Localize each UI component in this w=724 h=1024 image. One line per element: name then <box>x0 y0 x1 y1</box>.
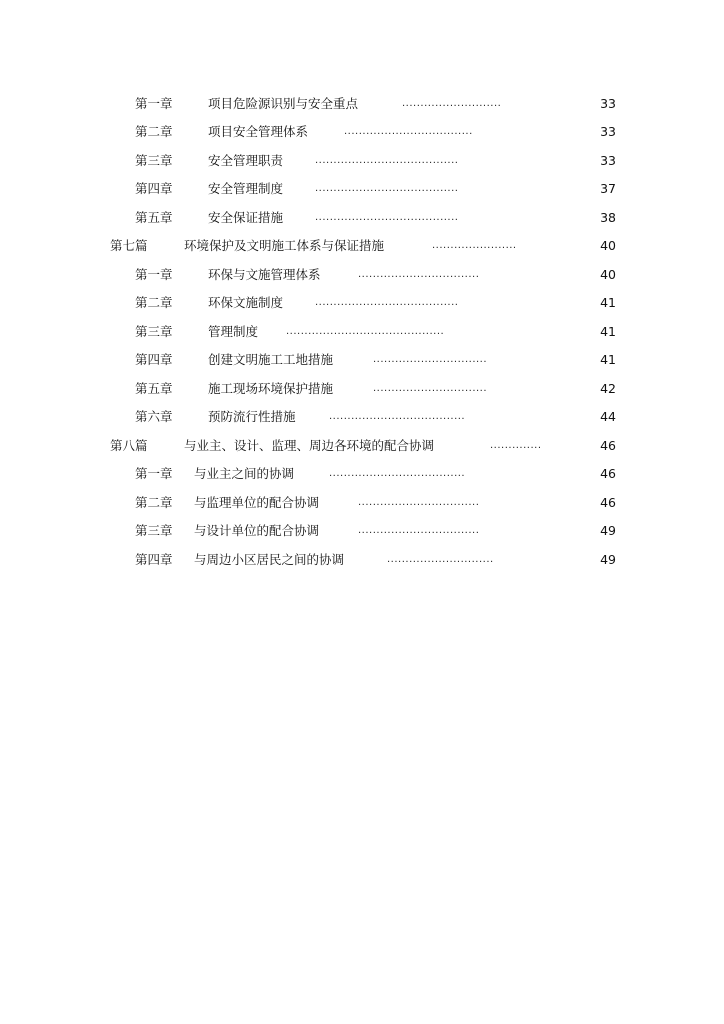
toc-entry-page: 49 <box>600 523 616 538</box>
toc-entry-label: 第六章 <box>135 409 173 424</box>
toc-part-entry <box>0 436 724 456</box>
toc-entry <box>0 322 724 342</box>
toc-entry-page: 44 <box>600 409 616 424</box>
toc-entry-page: 33 <box>600 153 616 168</box>
toc-entry <box>0 407 724 427</box>
toc-entry-leader: ....................... <box>432 240 517 251</box>
toc-entry <box>0 350 724 370</box>
toc-entry-title: 与周边小区居民之间的协调 <box>194 552 345 567</box>
toc-entry-leader: ............................... <box>373 354 488 365</box>
toc-entry-leader: ..................................... <box>329 411 466 422</box>
toc-entry-title: 项目安全管理体系 <box>208 124 309 139</box>
toc-entry-leader: .............. <box>490 440 542 451</box>
toc-entry-leader: ............................... <box>373 383 488 394</box>
toc-entry-label: 第五章 <box>135 381 173 396</box>
toc-entry-page: 46 <box>600 495 616 510</box>
toc-entry-page: 42 <box>600 381 616 396</box>
toc-entry-page: 40 <box>600 267 616 282</box>
toc-entry-title: 创建文明施工工地措施 <box>208 352 334 367</box>
toc-entry-leader: ................................. <box>358 525 480 536</box>
toc-entry-label: 第一章 <box>135 96 173 111</box>
toc-entry-page: 49 <box>600 552 616 567</box>
toc-entry <box>0 151 724 171</box>
toc-part-entry <box>0 236 724 256</box>
toc-entry-title: 与设计单位的配合协调 <box>194 523 320 538</box>
toc-entry-title: 管理制度 <box>208 324 259 339</box>
toc-entry-title: 环境保护及文明施工体系与保证措施 <box>184 238 385 253</box>
toc-entry-leader: ............................. <box>387 554 494 565</box>
toc-entry-leader: ....................................... <box>315 212 459 223</box>
toc-entry <box>0 94 724 114</box>
toc-entry <box>0 464 724 484</box>
toc-entry-page: 41 <box>600 324 616 339</box>
toc-entry-title: 安全保证措施 <box>208 210 284 225</box>
toc-entry-title: 与业主之间的协调 <box>194 466 295 481</box>
toc-entry-title: 与监理单位的配合协调 <box>194 495 320 510</box>
toc-entry-leader: ........................................... <box>286 326 445 337</box>
toc-entry-label: 第四章 <box>135 352 173 367</box>
toc-entry-title: 项目危险源识别与安全重点 <box>208 96 359 111</box>
toc-entry-label: 第二章 <box>135 124 173 139</box>
toc-entry-label: 第三章 <box>135 324 173 339</box>
toc-entry-label: 第一章 <box>135 466 173 481</box>
toc-entry-page: 38 <box>600 210 616 225</box>
toc-entry <box>0 521 724 541</box>
toc-entry <box>0 122 724 142</box>
toc-entry <box>0 493 724 513</box>
toc-entry-leader: ....................................... <box>315 155 459 166</box>
toc-entry-title: 环保文施制度 <box>208 295 284 310</box>
toc-entry-label: 第二章 <box>135 295 173 310</box>
toc-entry-title: 与业主、设计、监理、周边各环境的配合协调 <box>184 438 435 453</box>
toc-entry-leader: ........................... <box>402 98 502 109</box>
toc-entry-page: 41 <box>600 352 616 367</box>
toc-entry-page: 33 <box>600 124 616 139</box>
toc-entry-label: 第八篇 <box>110 438 148 453</box>
toc-entry-page: 46 <box>600 466 616 481</box>
toc-entry-title: 环保与文施管理体系 <box>208 267 321 282</box>
toc-entry-leader: ................................... <box>344 126 473 137</box>
toc-entry-title: 预防流行性措施 <box>208 409 296 424</box>
toc-entry-title: 安全管理制度 <box>208 181 284 196</box>
toc-entry-label: 第一章 <box>135 267 173 282</box>
toc-entry-title: 施工现场环境保护措施 <box>208 381 334 396</box>
toc-entry-label: 第二章 <box>135 495 173 510</box>
toc-entry <box>0 550 724 570</box>
toc-entry-page: 37 <box>600 181 616 196</box>
toc-entry-page: 41 <box>600 295 616 310</box>
toc-entry-page: 46 <box>600 438 616 453</box>
toc-entry-leader: ..................................... <box>329 468 466 479</box>
toc-entry-page: 40 <box>600 238 616 253</box>
toc-entry-title: 安全管理职责 <box>208 153 284 168</box>
toc-entry <box>0 379 724 399</box>
toc-entry-leader: ................................. <box>358 269 480 280</box>
toc-entry-page: 33 <box>600 96 616 111</box>
toc-entry <box>0 265 724 285</box>
toc-entry-leader: ................................. <box>358 497 480 508</box>
toc-entry-label: 第四章 <box>135 181 173 196</box>
toc-entry <box>0 179 724 199</box>
toc-entry-leader: ....................................... <box>315 297 459 308</box>
toc-entry-label: 第五章 <box>135 210 173 225</box>
toc-entry <box>0 208 724 228</box>
toc-entry-label: 第七篇 <box>110 238 148 253</box>
toc-entry-label: 第四章 <box>135 552 173 567</box>
toc-entry-label: 第三章 <box>135 523 173 538</box>
toc-entry <box>0 293 724 313</box>
toc-entry-label: 第三章 <box>135 153 173 168</box>
toc-entry-leader: ....................................... <box>315 183 459 194</box>
